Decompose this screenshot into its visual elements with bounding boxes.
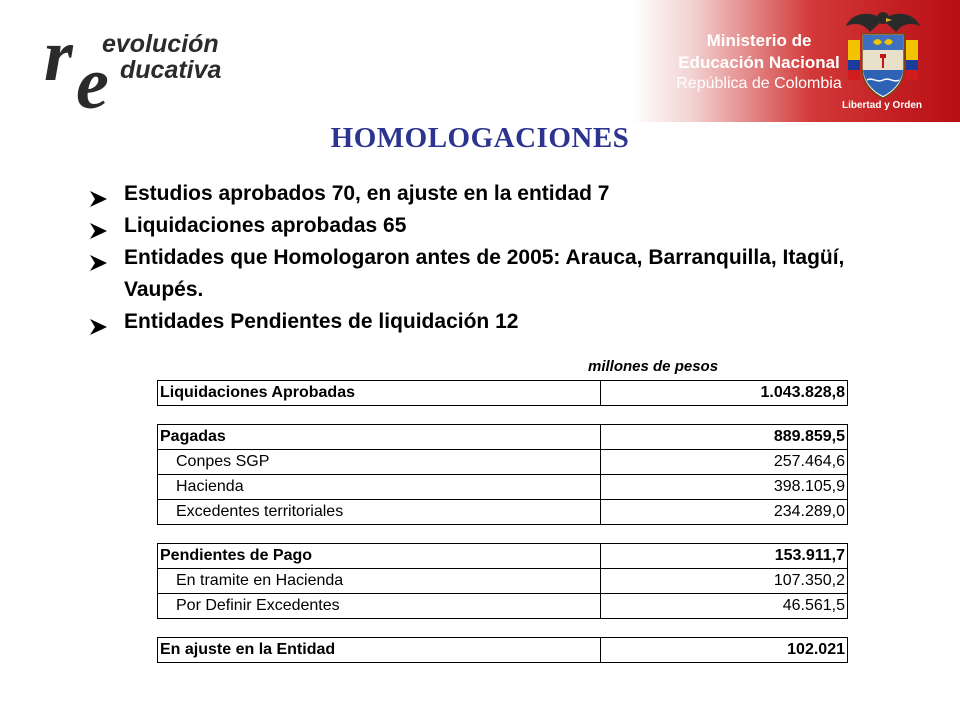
arrow-bullet-icon: [88, 218, 108, 236]
row-label: Hacienda: [158, 475, 601, 500]
liquidation-table: [157, 380, 848, 663]
bullet-item: [88, 306, 888, 338]
row-label: Pagadas: [158, 425, 601, 450]
table-row: [158, 450, 848, 475]
bullet-text: Entidades Pendientes de liquidación 12: [124, 310, 519, 333]
bullet-item: [88, 178, 888, 210]
ministry-line-3: República de Colombia: [676, 75, 842, 92]
bullet-text: Entidades que Homologaron antes de 2005: Arauca, Barranquilla, Itagüí, Vaupés.: [124, 246, 845, 301]
arrow-bullet-icon: [88, 250, 108, 268]
revolucion-educativa-logo-graphic: [40, 18, 270, 113]
row-value: 153.911,7: [601, 544, 848, 569]
colombia-coat-of-arms-icon: [842, 6, 924, 106]
row-value: 234.289,0: [601, 500, 848, 525]
units-label: millones de pesos: [588, 358, 719, 375]
row-label: En tramite en Hacienda: [158, 569, 601, 594]
row-value: 398.105,9: [601, 475, 848, 500]
row-value: 889.859,5: [601, 425, 848, 450]
row-value: 102.021: [601, 638, 848, 663]
ministry-motto: Libertad y Orden: [841, 100, 922, 111]
table-spacer: [158, 525, 848, 544]
arrow-bullet-icon: [88, 314, 108, 332]
bullet-item: [88, 210, 888, 242]
table-row: [158, 500, 848, 525]
ministry-line-2: Educación Nacional: [678, 53, 840, 72]
logo-initial-e: e: [76, 43, 109, 113]
bullet-item: [88, 242, 888, 306]
table-row: [158, 425, 848, 450]
table-row: [158, 569, 848, 594]
ministry-line-1: Ministerio de: [706, 31, 812, 50]
table-row: [158, 381, 848, 406]
row-value: 1.043.828,8: [601, 381, 848, 406]
row-label: Pendientes de Pago: [158, 544, 601, 569]
logo-initial-r: r: [44, 18, 73, 97]
table-row: [158, 544, 848, 569]
row-value: 257.464,6: [601, 450, 848, 475]
logo-word-top: evolución: [102, 30, 219, 58]
bullet-list: [88, 178, 888, 338]
row-label: Por Definir Excedentes: [158, 594, 601, 619]
table-row: [158, 638, 848, 663]
revolucion-educativa-logo: [40, 18, 270, 113]
arrow-bullet-icon: [88, 186, 108, 204]
table-row: [158, 594, 848, 619]
row-label: Liquidaciones Aprobadas: [158, 381, 601, 406]
table-spacer: [158, 406, 848, 425]
table-spacer: [158, 619, 848, 638]
row-value: 46.561,5: [601, 594, 848, 619]
bullet-text: Estudios aprobados 70, en ajuste en la entidad 7: [124, 182, 610, 205]
slide-title: HOMOLOGACIONES: [330, 122, 630, 154]
row-label: En ajuste en la Entidad: [158, 638, 601, 663]
row-label: Excedentes territoriales: [158, 500, 601, 525]
table-row: [158, 475, 848, 500]
bullet-text: Liquidaciones aprobadas 65: [124, 214, 407, 237]
row-label: Conpes SGP: [158, 450, 601, 475]
ministry-name: [674, 30, 844, 94]
logo-word-bottom: ducativa: [120, 56, 222, 84]
row-value: 107.350,2: [601, 569, 848, 594]
